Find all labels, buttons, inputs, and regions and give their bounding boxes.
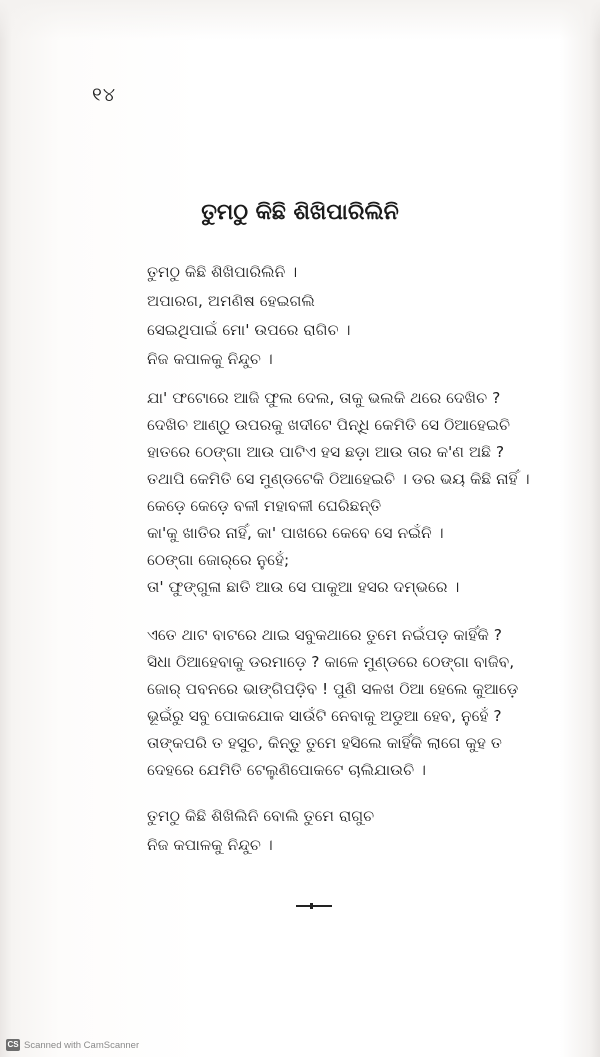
- poem-line: କା'କୁ ଖାତିର ନାହିଁ, କା' ପାଖରେ କେବେ ସେ ନଇଁନି ।: [147, 524, 444, 542]
- poem-line: ଏତେ ଥାଟ ବାଟରେ ଥାଇ ସବୁକଥାରେ ତୁମେ ନଇଁପଡ଼ କାହିଁକି ?: [147, 626, 502, 644]
- poem-line: ଅପାରଗ, ଅମଣିଷ ହେଇଗଲି: [147, 292, 315, 310]
- watermark-text: Scanned with CamScanner: [24, 1039, 140, 1051]
- stanza-2: [147, 385, 577, 601]
- poem-line: ଯା' ଫଟୋରେ ଆଜି ଫୁଲ ଦେଲ, ତାକୁ ଭଲକି ଥରେ ଦେଖିଚ ?: [147, 389, 501, 407]
- poem-line: ନିଜ କପାଳକୁ ନିନ୍ଦୁଚ ।: [147, 836, 273, 854]
- poem-line: ଦେହରେ ଯେମିତି ଟେଲୁଣିପୋକଟେ ଚାଲିଯାଉଚି ।: [147, 761, 426, 779]
- poem-line: ସେଇଥିପାଇଁ ମୋ' ଉପରେ ରାଗିଚ ।: [147, 321, 351, 339]
- scanner-watermark: [6, 1038, 139, 1052]
- page-fold-shadow: [0, 0, 600, 40]
- end-ornament-dash: [296, 905, 332, 907]
- poem-line: ଜୋର୍ ପବନରେ ଭାଙ୍ଗିପଡ଼ିବ ! ପୁଣି ସଳଖ ଠିଆ ହେଲେ କୁଆଡ଼େ: [147, 680, 519, 698]
- poem-line: ତୁମଠୁ କିଛି ଶିଖିପାରିଲିନି ।: [147, 263, 298, 281]
- poem-line: କେଡ଼େ କେଡ଼େ ବଳୀ ମହାବଳୀ ଘେରିଛନ୍ତି: [147, 497, 382, 515]
- poem-line: ହାତରେ ଠେଙ୍ଗା ଆଉ ପାଟିଏ ହସ ଛଡ଼ା ଆଉ ତାର କ'ଣ ଅଛି ?: [147, 443, 505, 461]
- stanza-1: [147, 258, 577, 374]
- poem-line: ନିଜ କପାଳକୁ ନିନ୍ଦୁଚ ।: [147, 350, 273, 368]
- poem-line: ସିଧା ଠିଆହେବାକୁ ଡରମାଡ଼େ ? କାଳେ ମୁଣ୍ଡରେ ଠେଙ୍ଗା ବାଜିବ,: [147, 653, 515, 671]
- poem-line: ଠେଙ୍ଗା ଜୋର୍‌ରେ ନୁହେଁ;: [147, 551, 290, 569]
- poem-title: ତୁମଠୁ କିଛି ଶିଖିପାରିଲିନି: [201, 200, 399, 225]
- camscanner-logo-icon: CS: [7, 1040, 19, 1049]
- poem-line: ତୁମଠୁ କିଛି ଶିଖିଲିନି ବୋଲି ତୁମେ ରାଗୁଚ: [147, 807, 375, 825]
- poem-line: ତାଙ୍କପରି ତ ହସୁଚ, କିନ୍ତୁ ତୁମେ ହସିଲେ କାହିଁକି ଲାଗେ କୁହ ତ: [147, 734, 502, 752]
- stanza-3: [147, 622, 577, 784]
- poem-line: ଦେଖିଚ ଆଣ୍ଠୁ ଉପରକୁ ଖଦୀଟେ ପିନ୍ଧି କେମିତି ସେ ଠିଆହେଇଚି: [147, 416, 511, 434]
- poem-line: ଭୂଇଁରୁ ସବୁ ପୋକଯୋକ ସାଉଁଟି ନେବାକୁ ଅଡୁଆ ହେବ, ନୁହେଁ ?: [147, 707, 502, 725]
- stanza-4: [147, 802, 577, 860]
- page-number: ୧୪: [92, 84, 117, 106]
- poem-line: ତଥାପି କେମିତି ସେ ମୁଣ୍ଡଟେକି ଠିଆହେଇଚି । ଡର ଭୟ କିଛି ନାହିଁ ।: [147, 470, 530, 488]
- poem-line: ତା' ଫୁଙ୍ଗୁଳା ଛାତି ଆଉ ସେ ପାକୁଆ ହସର ଦମ୍ଭରେ ।: [147, 578, 460, 596]
